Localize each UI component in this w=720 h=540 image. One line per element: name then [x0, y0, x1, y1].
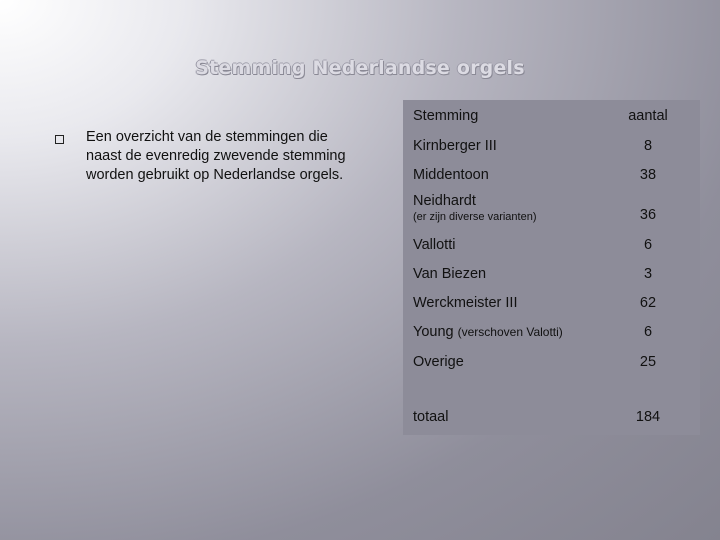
total-label: totaal [413, 409, 449, 425]
tuning-count: 36 [639, 207, 657, 223]
tuning-name: Kirnberger III [413, 138, 497, 154]
header-stemming: Stemming [413, 108, 479, 124]
tuning-count: 38 [639, 167, 657, 183]
tuning-name: Neidhardt [413, 193, 476, 209]
tuning-table [403, 100, 700, 435]
tuning-count: 3 [643, 266, 653, 282]
total-count: 184 [635, 409, 661, 425]
slide-title: Stemming Nederlandse orgels [195, 57, 525, 79]
tuning-note: (verschoven Valotti) [457, 325, 563, 339]
tuning-count: 6 [643, 237, 653, 253]
tuning-count: 25 [639, 354, 657, 370]
tuning-note: (er zijn diverse varianten) [413, 211, 537, 223]
tuning-count: 62 [639, 295, 657, 311]
tuning-name: Young [413, 324, 454, 340]
tuning-name: Van Biezen [413, 266, 487, 282]
tuning-count: 6 [643, 324, 653, 340]
bullet-text: Een overzicht van de stemmingen die naast de evenredig zwevende stemming worden gebruikt op Nederlandse orgels. [86, 129, 346, 183]
tuning-name-group [413, 324, 563, 340]
tuning-name: Overige [413, 354, 464, 370]
square-bullet-icon [55, 135, 64, 144]
tuning-name: Middentoon [413, 167, 489, 183]
table-row [403, 193, 700, 233]
tuning-name: Vallotti [413, 237, 456, 253]
header-aantal: aantal [628, 108, 668, 124]
tuning-count: 8 [643, 138, 653, 154]
tuning-name: Werckmeister III [413, 295, 518, 311]
